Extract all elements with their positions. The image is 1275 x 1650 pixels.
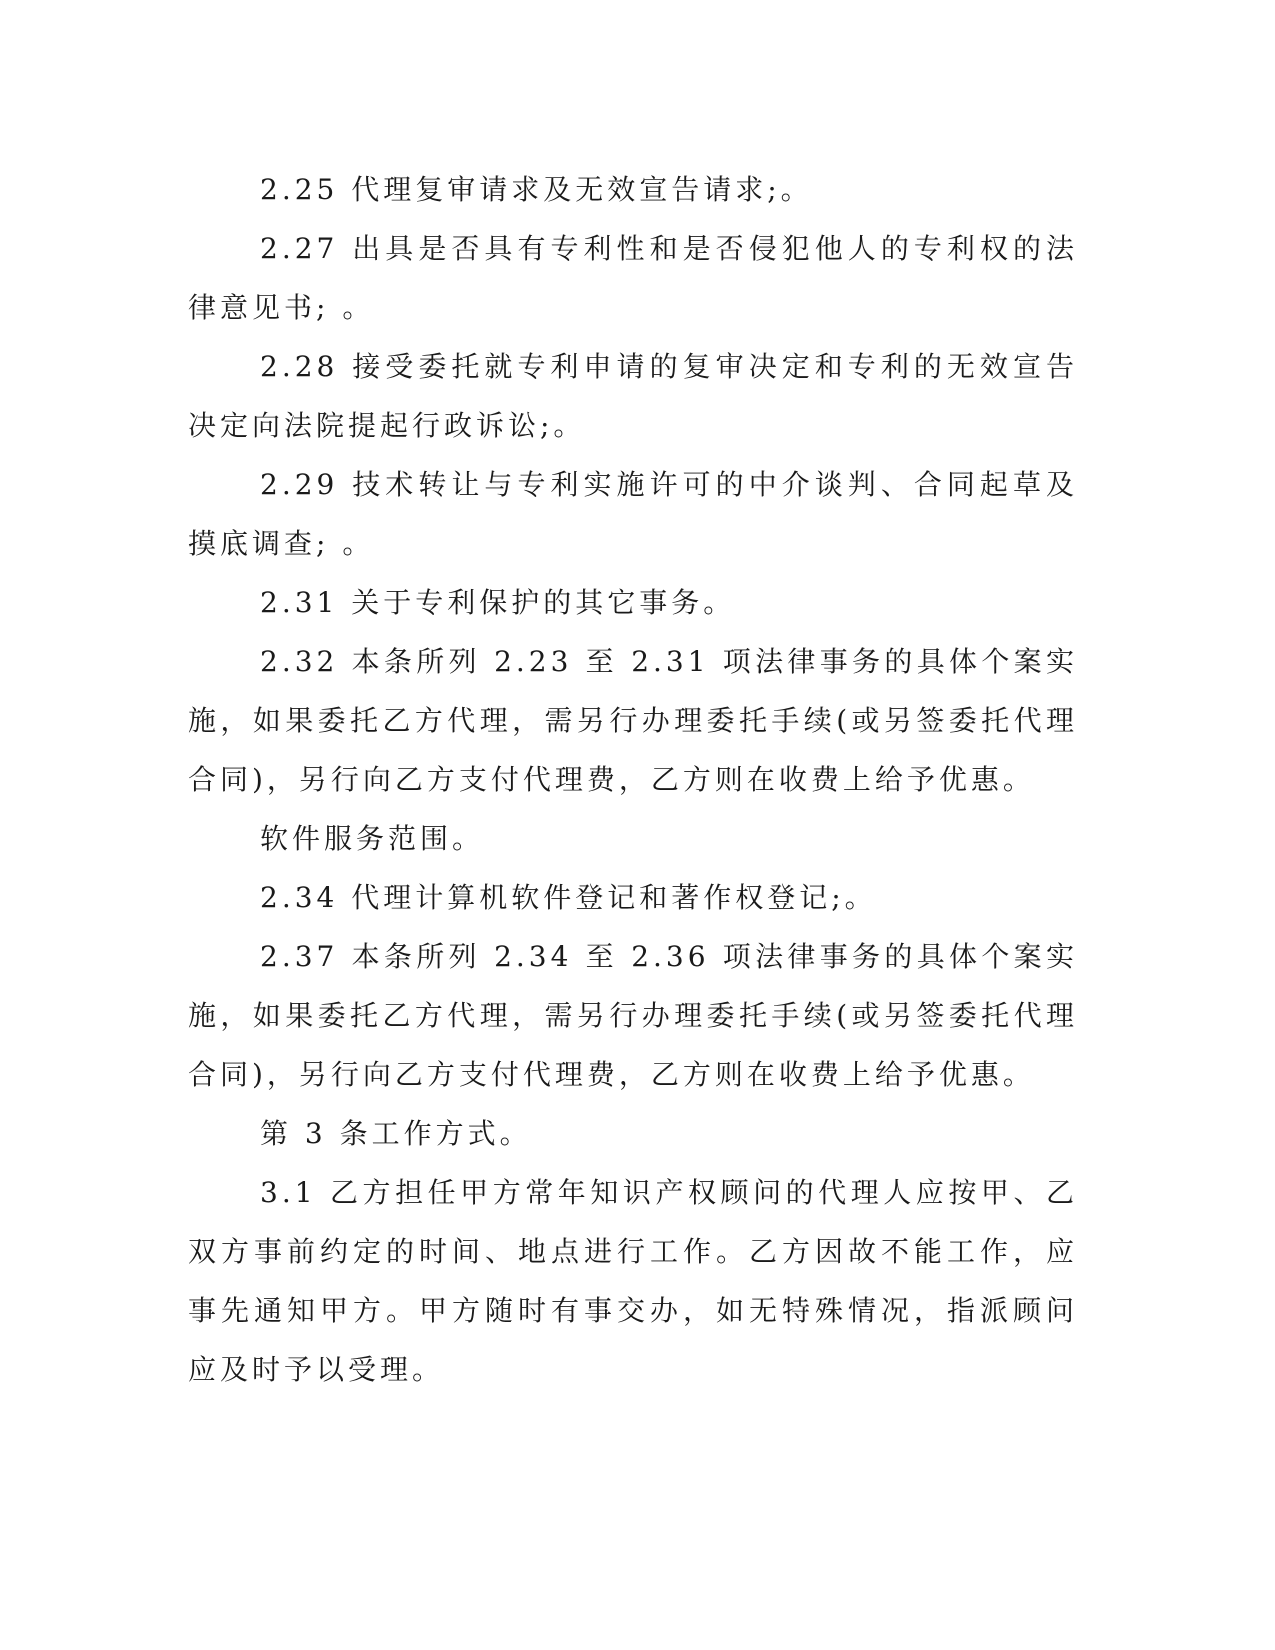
paragraph-2-37: 2.37 本条所列 2.34 至 2.36 项法律事务的具体个案实施，如果委托乙方代理，需另行办理委托手续(或另签委托代理合同)，另行向乙方支付代理费，乙方则在收费上给予优惠。 (188, 940, 1078, 1091)
paragraph-2-28: 2.28 接受委托就专利申请的复审决定和专利的无效宣告决定向法院提起行政诉讼;。 (188, 350, 1078, 442)
section-heading-software-scope: 软件服务范围。 (260, 822, 485, 855)
document-body (188, 160, 1078, 1399)
paragraph-2-32: 2.32 本条所列 2.23 至 2.31 项法律事务的具体个案实施，如果委托乙方代理，需另行办理委托手续(或另签委托代理合同)，另行向乙方支付代理费，乙方则在收费上给予优惠。 (188, 645, 1078, 796)
paragraph-2-34: 2.34 代理计算机软件登记和著作权登记;。 (260, 881, 877, 914)
paragraph-2-31: 2.31 关于专利保护的其它事务。 (260, 586, 736, 619)
paragraph-2-27: 2.27 出具是否具有专利性和是否侵犯他人的专利权的法律意见书; 。 (188, 232, 1078, 324)
paragraph-3-1: 3.1 乙方担任甲方常年知识产权顾问的代理人应按甲、乙双方事前约定的时间、地点进行工作。乙方因故不能工作，应事先通知甲方。甲方随时有事交办，如无特殊情况，指派顾问应及时予以受理。 (188, 1176, 1078, 1386)
paragraph-2-29: 2.29 技术转让与专利实施许可的中介谈判、合同起草及摸底调查; 。 (188, 468, 1078, 560)
paragraph-2-25: 2.25 代理复审请求及无效宣告请求;。 (260, 173, 813, 206)
section-heading-article-3: 第 3 条工作方式。 (260, 1117, 532, 1150)
